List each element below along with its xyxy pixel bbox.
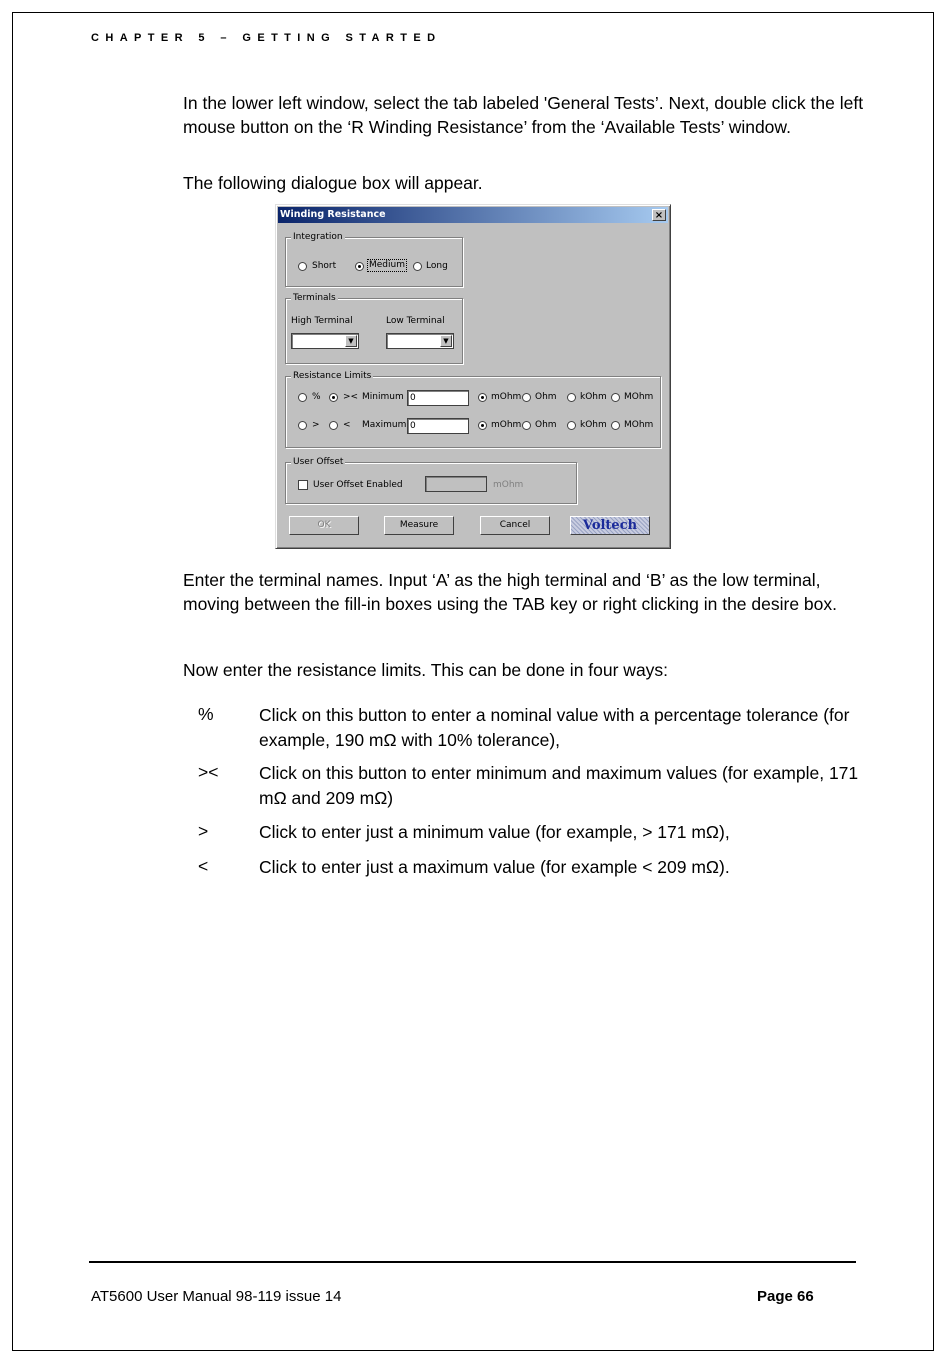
footer-page-number: Page 66 — [757, 1288, 814, 1305]
maximum-input[interactable]: 0 — [407, 418, 469, 434]
measure-button[interactable]: Measure — [384, 516, 454, 535]
terminals-group — [285, 293, 463, 364]
label-greater-than: > — [312, 420, 320, 430]
radio-greater-than[interactable] — [298, 421, 307, 430]
terminals-legend: Terminals — [293, 293, 336, 303]
radio-min-max[interactable] — [329, 393, 338, 402]
integration-legend: Integration — [293, 232, 343, 242]
resistance-limits-legend: Resistance Limits — [293, 371, 372, 381]
minimum-input[interactable]: 0 — [407, 390, 469, 406]
label-max-kohm: kOhm — [580, 420, 607, 430]
label-max-mohm: mOhm — [491, 420, 522, 430]
chevron-down-icon[interactable]: ▼ — [345, 335, 357, 347]
radio-less-than[interactable] — [329, 421, 338, 430]
label-long: Long — [426, 261, 448, 271]
user-offset-checkbox[interactable] — [298, 480, 308, 490]
user-offset-input[interactable] — [425, 476, 487, 492]
low-terminal-label: Low Terminal — [386, 316, 445, 326]
label-min-megohm: MOhm — [624, 392, 654, 402]
high-terminal-select[interactable] — [291, 333, 359, 349]
radio-max-ohm[interactable] — [522, 421, 531, 430]
label-min-max: >< — [343, 392, 359, 402]
cancel-button[interactable]: Cancel — [480, 516, 550, 535]
radio-short[interactable] — [298, 262, 307, 271]
integration-group — [285, 232, 463, 287]
radio-medium[interactable] — [355, 262, 364, 271]
way-symbol-greater-than: > — [198, 821, 209, 841]
resistance-limits-group — [285, 371, 661, 448]
high-terminal-label: High Terminal — [291, 316, 353, 326]
radio-min-mohm[interactable] — [478, 393, 487, 402]
paragraph-terminal-names: Enter the terminal names. Input ‘A’ as the high terminal and ‘B’ as the low terminal, moving between the fill-in boxes using the TAB key or right clicking in the desire box. — [183, 570, 837, 614]
way-symbol-min-max: >< — [198, 762, 219, 782]
user-offset-group — [285, 457, 577, 504]
label-short: Short — [312, 261, 337, 271]
way-text-less-than: Click to enter just a maximum value (for example < 209 mΩ). — [259, 857, 730, 877]
paragraph-instructions: In the lower left window, select the tab labeled 'General Tests’. Next, double click the left mouse button on the ‘R Winding Resistance’ from the ‘Available Tests’ window. — [183, 93, 864, 137]
minimum-label: Minimum — [362, 392, 404, 402]
user-offset-legend: User Offset — [293, 457, 344, 467]
radio-min-kohm[interactable] — [567, 393, 576, 402]
label-medium: Medium — [369, 260, 405, 270]
footer-rule — [89, 1261, 856, 1263]
chapter-header: CHAPTER 5 – GETTING STARTED — [91, 32, 442, 44]
paragraph-dialog-intro: The following dialogue box will appear. — [183, 173, 483, 193]
label-max-ohm: Ohm — [535, 420, 557, 430]
radio-percent[interactable] — [298, 393, 307, 402]
label-min-kohm: kOhm — [580, 392, 607, 402]
way-text-min-max: Click on this button to enter minimum and maximum values (for example, 171 mΩ and 209 mΩ) — [259, 763, 859, 808]
ok-button[interactable]: OK — [289, 516, 359, 535]
radio-min-megohm[interactable] — [611, 393, 620, 402]
way-text-percent: Click on this button to enter a nominal value with a percentage tolerance (for example, 190 mΩ with 10% tolerance), — [259, 705, 850, 750]
low-terminal-select[interactable] — [386, 333, 454, 349]
radio-min-ohm[interactable] — [522, 393, 531, 402]
user-offset-unit: mOhm — [493, 480, 524, 490]
label-min-mohm: mOhm — [491, 392, 522, 402]
label-percent: % — [312, 392, 321, 402]
way-symbol-percent: % — [198, 704, 214, 724]
way-symbol-less-than: < — [198, 856, 209, 876]
close-icon[interactable]: × — [652, 209, 666, 221]
label-min-ohm: Ohm — [535, 392, 557, 402]
dialog-title: Winding Resistance — [280, 209, 386, 220]
paragraph-resistance-limits: Now enter the resistance limits. This can be done in four ways: — [183, 660, 669, 680]
chevron-down-icon[interactable]: ▼ — [440, 335, 452, 347]
radio-max-megohm[interactable] — [611, 421, 620, 430]
dialog-titlebar — [278, 207, 668, 223]
user-offset-label: User Offset Enabled — [313, 480, 403, 490]
radio-max-mohm[interactable] — [478, 421, 487, 430]
voltech-logo-button[interactable]: Voltech — [570, 516, 650, 535]
radio-long[interactable] — [413, 262, 422, 271]
footer-manual-title: AT5600 User Manual 98-119 issue 14 — [91, 1288, 342, 1305]
winding-resistance-dialog — [275, 204, 671, 549]
way-text-greater-than: Click to enter just a minimum value (for example, > 171 mΩ), — [259, 822, 730, 842]
label-max-megohm: MOhm — [624, 420, 654, 430]
radio-max-kohm[interactable] — [567, 421, 576, 430]
label-less-than: < — [343, 420, 351, 430]
maximum-label: Maximum — [362, 420, 407, 430]
